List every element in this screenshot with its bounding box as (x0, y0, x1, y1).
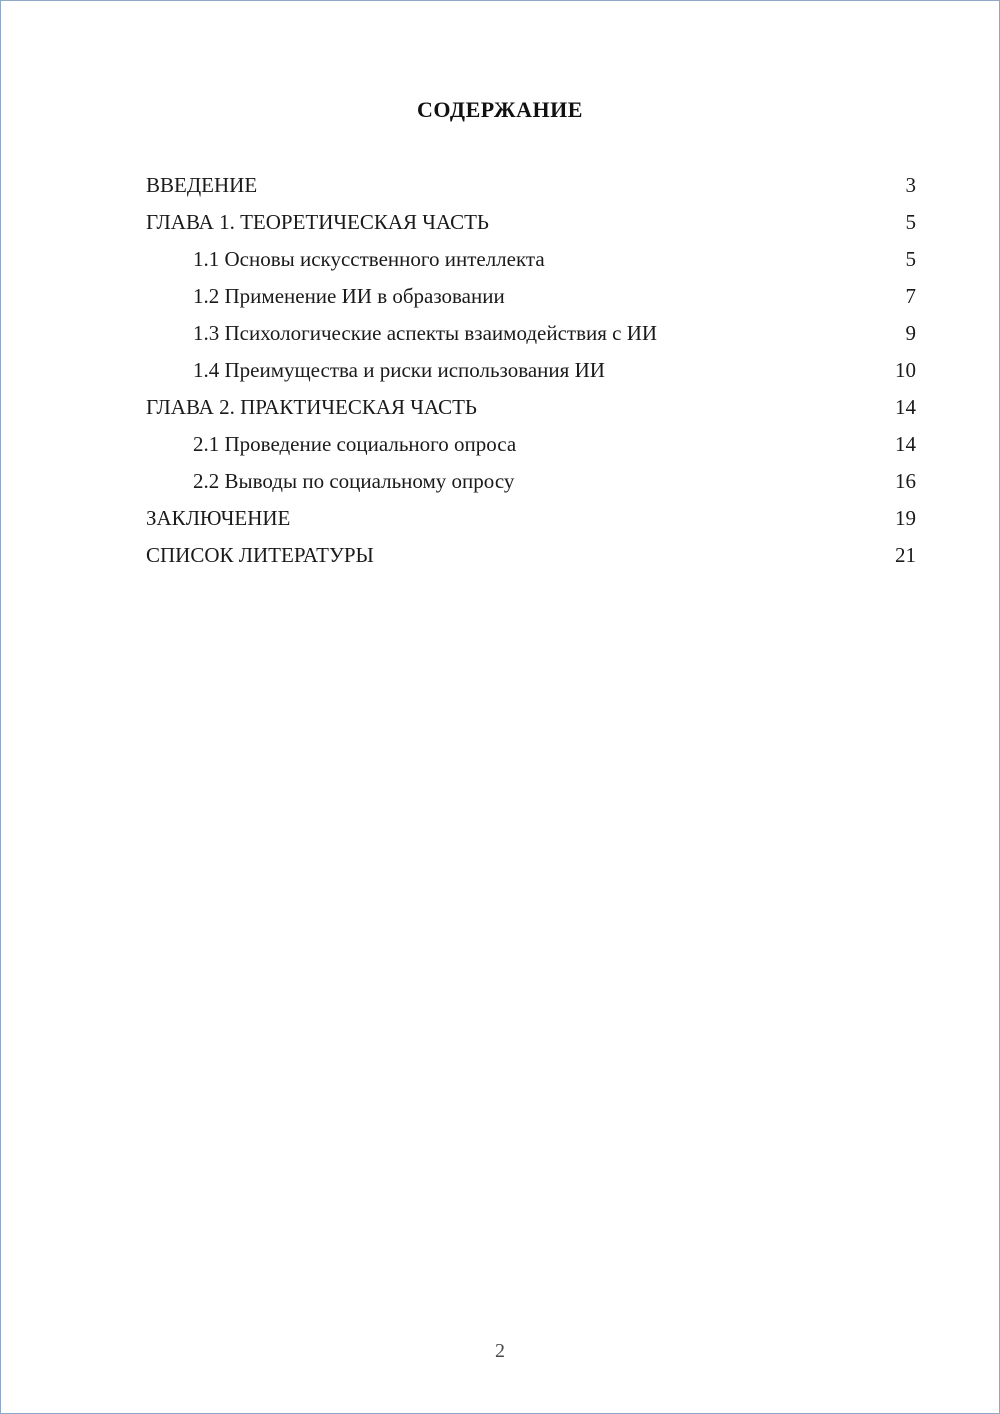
toc-row (146, 463, 916, 500)
toc-entry-page: 10 (895, 358, 916, 382)
table-of-contents (1, 167, 999, 574)
toc-entry-label: ВВЕДЕНИЕ (146, 173, 258, 197)
toc-entry-label: ГЛАВА 2. ПРАКТИЧЕСКАЯ ЧАСТЬ (146, 395, 477, 419)
toc-entry-page: 21 (895, 543, 916, 567)
page-number: 2 (495, 1340, 505, 1362)
toc-row (146, 167, 916, 204)
toc-entry-page: 5 (905, 247, 916, 271)
toc-entry-label: ГЛАВА 1. ТЕОРЕТИЧЕСКАЯ ЧАСТЬ (146, 210, 489, 234)
toc-row (146, 352, 916, 389)
toc-entry-page: 5 (905, 210, 916, 234)
toc-row (146, 241, 916, 278)
toc-row (146, 537, 916, 574)
toc-entry-label: ЗАКЛЮЧЕНИЕ (146, 506, 291, 530)
toc-row (146, 315, 916, 352)
toc-row (146, 500, 916, 537)
toc-row (146, 204, 916, 241)
toc-entry-label: 1.1 Основы искусственного интеллекта (193, 247, 545, 271)
toc-entry-page: 3 (905, 173, 916, 197)
toc-entry-page: 16 (895, 469, 916, 493)
toc-entry-label: 1.3 Психологические аспекты взаимодействия с ИИ (193, 321, 658, 345)
toc-entry-label: СПИСОК ЛИТЕРАТУРЫ (146, 543, 374, 567)
toc-entry-page: 19 (895, 506, 916, 530)
toc-entry-label: 2.2 Выводы по социальному опросу (193, 469, 515, 493)
toc-entry-label: 2.1 Проведение социального опроса (193, 432, 517, 456)
page-title: СОДЕРЖАНИЕ (417, 97, 583, 122)
toc-entry-page: 7 (905, 284, 916, 308)
toc-entry-label: 1.2 Применение ИИ в образовании (193, 284, 505, 308)
toc-entry-page: 14 (895, 432, 916, 456)
toc-row (146, 426, 916, 463)
toc-row (146, 278, 916, 315)
toc-entry-page: 14 (895, 395, 916, 419)
toc-entry-page: 9 (905, 321, 916, 345)
toc-entry-label: 1.4 Преимущества и риски использования ИИ (193, 358, 605, 382)
toc-row (146, 389, 916, 426)
